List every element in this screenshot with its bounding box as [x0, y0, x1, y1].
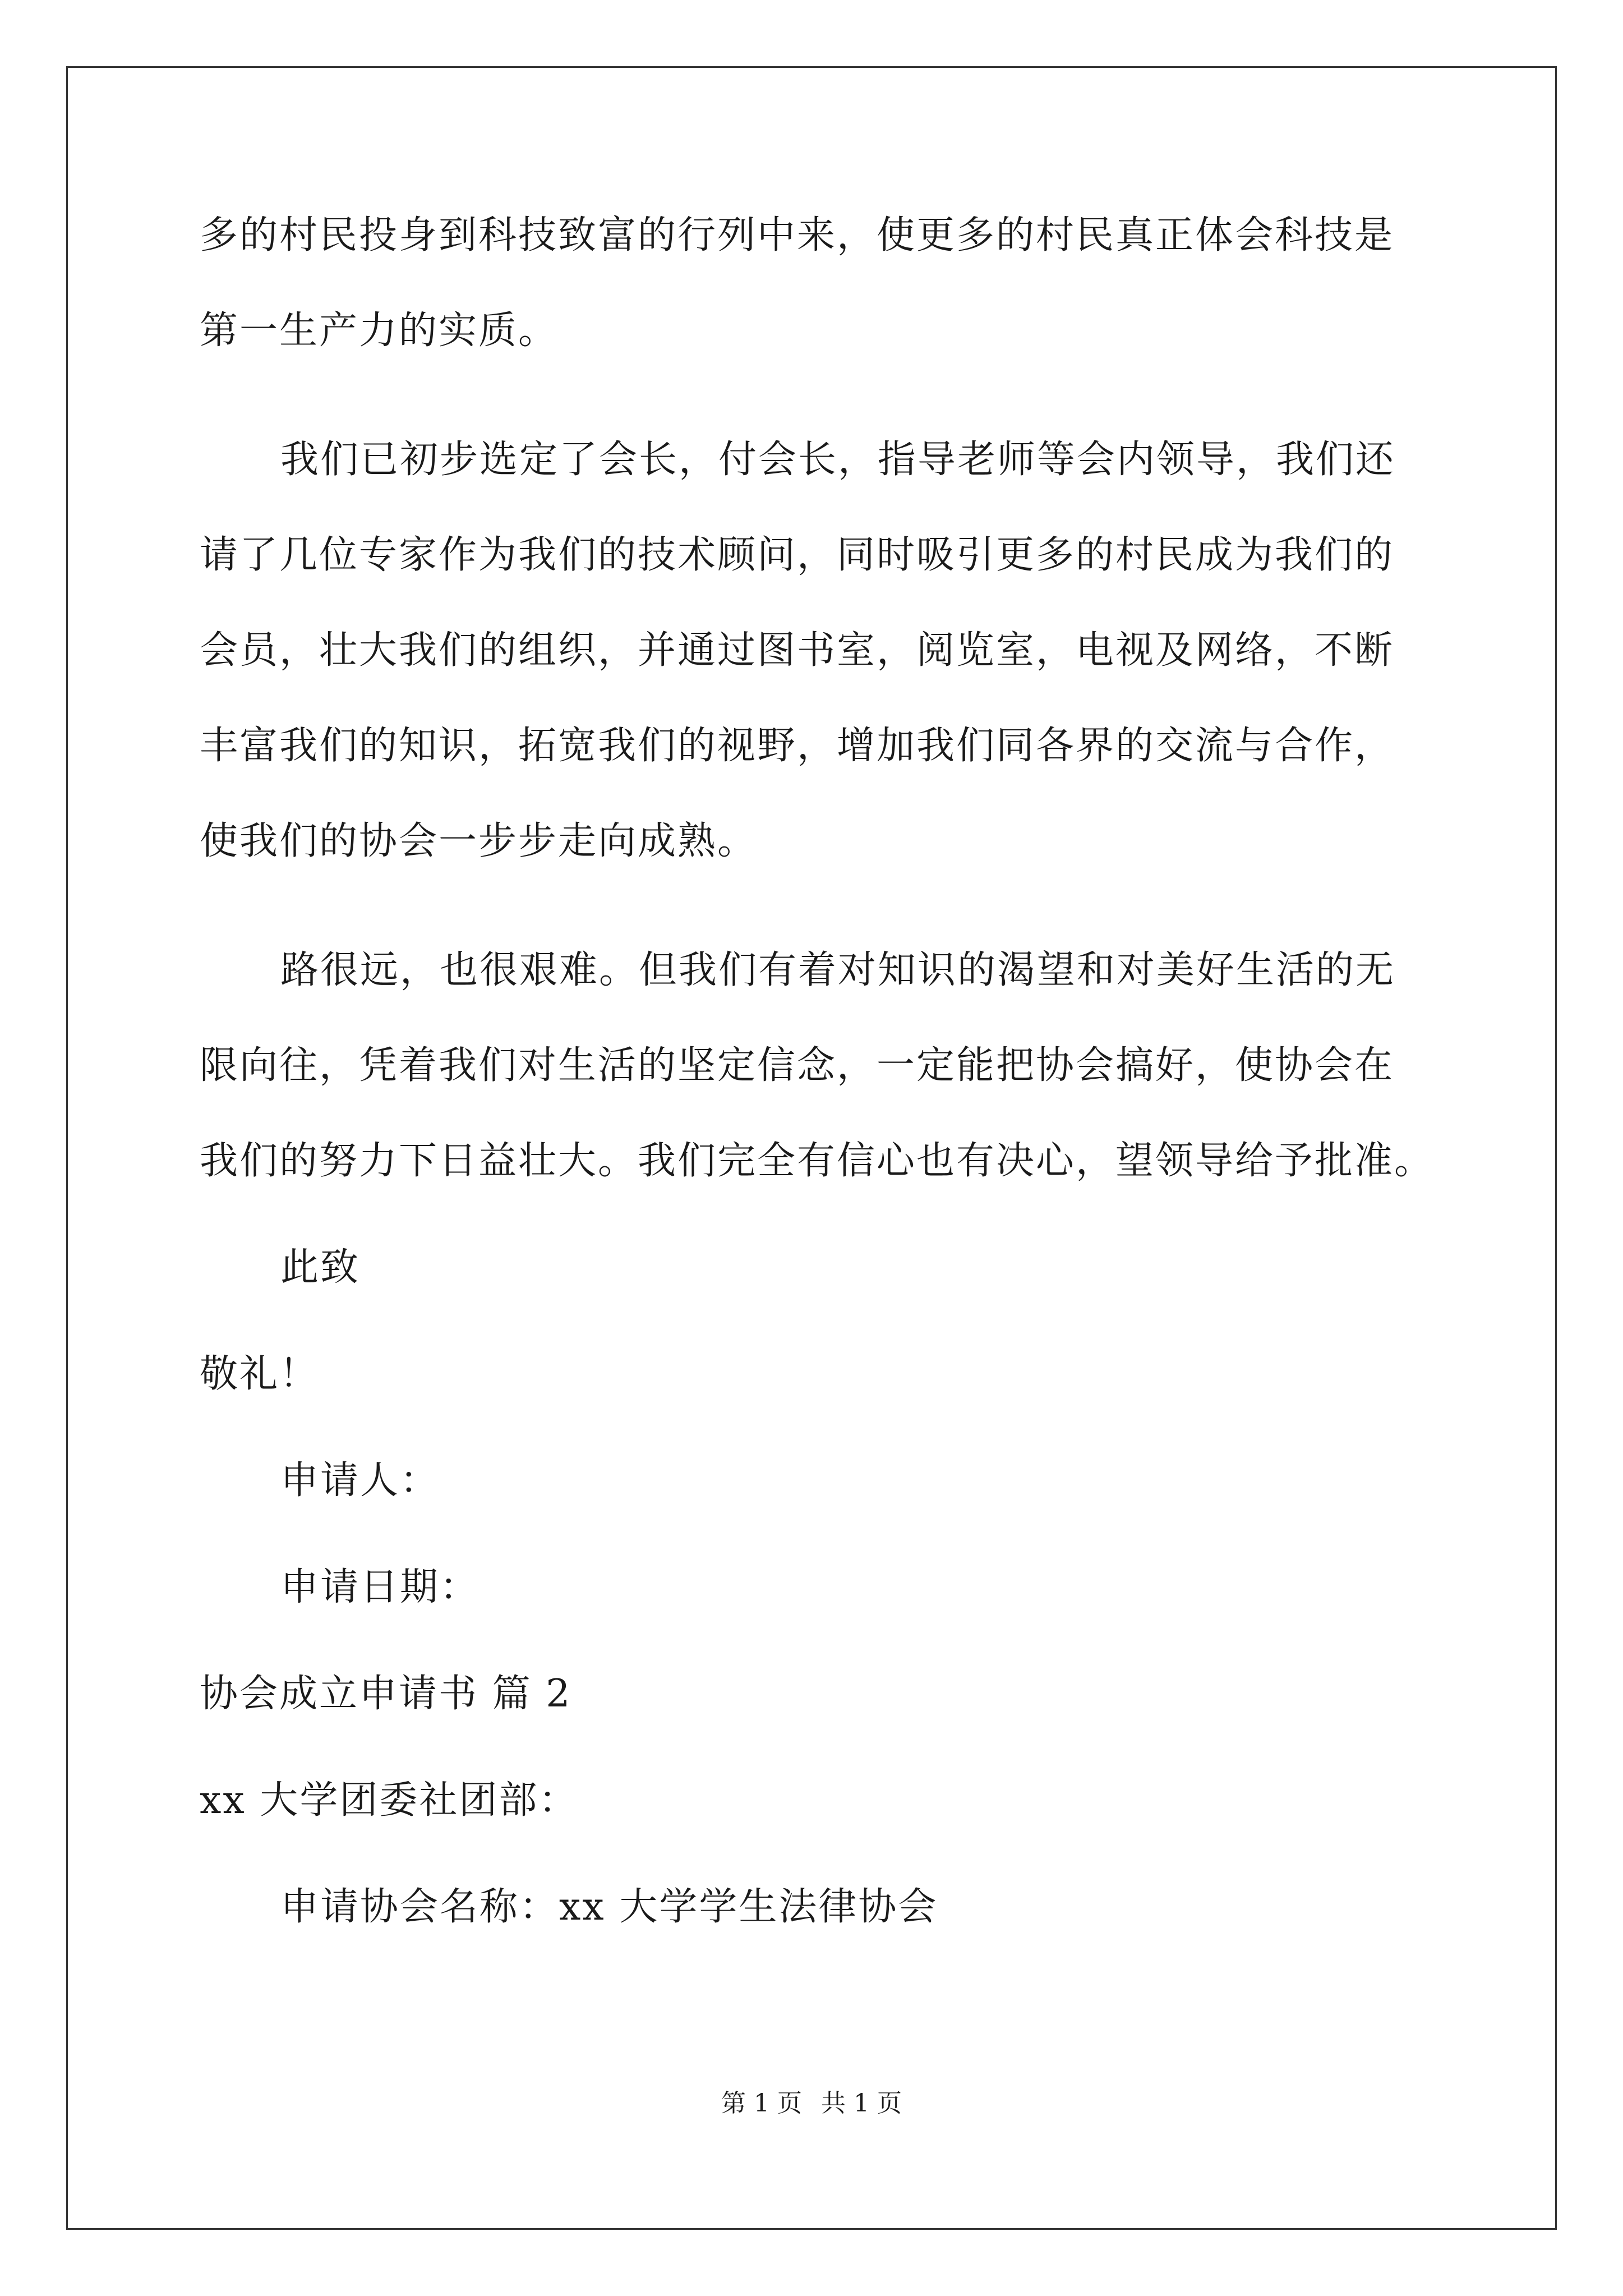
- text-line: 使我们的协会一步步走向成熟。: [200, 819, 758, 863]
- text-line: 我们已初步选定了会长，付会长，指导老师等会内领导，我们还: [280, 438, 1396, 482]
- text-line: 多的村民投身到科技致富的行列中来，使更多的村民真正体会科技是: [200, 213, 1395, 257]
- salutation: 此致: [280, 1245, 361, 1290]
- text-line: 我们的努力下日益壮大。我们完全有信心也有决心，望领导给予批准。: [200, 1139, 1435, 1183]
- application-date-label: 申请日期：: [280, 1565, 480, 1609]
- closing: 敬礼！: [200, 1352, 320, 1396]
- text-line: 限向往，凭着我们对生活的坚定信念，一定能把协会搞好，使协会在: [200, 1043, 1395, 1088]
- page-footer: [0, 2087, 1623, 2120]
- page-number: 第 1 页: [721, 2089, 802, 2118]
- applicant-label: 申请人：: [280, 1458, 440, 1503]
- text-line: 丰富我们的知识，拓宽我们的视野，增加我们同各界的交流与合作，: [200, 724, 1395, 768]
- total-pages: 共 1 页: [821, 2089, 902, 2118]
- section-heading: 协会成立申请书 篇 2: [200, 1672, 572, 1716]
- addressee: xx 大学团委社团部：: [200, 1778, 579, 1823]
- text-line: 路很远，也很艰难。但我们有着对知识的渴望和对美好生活的无: [280, 948, 1396, 992]
- text-line: 请了几位专家作为我们的技术顾问，同时吸引更多的村民成为我们的: [200, 533, 1395, 577]
- text-line: 第一生产力的实质。: [200, 309, 559, 353]
- association-name-line: 申请协会名称：xx 大学学生法律协会: [280, 1885, 938, 1929]
- text-line: 会员，壮大我们的组织，并通过图书室，阅览室，电视及网络，不断: [200, 628, 1395, 673]
